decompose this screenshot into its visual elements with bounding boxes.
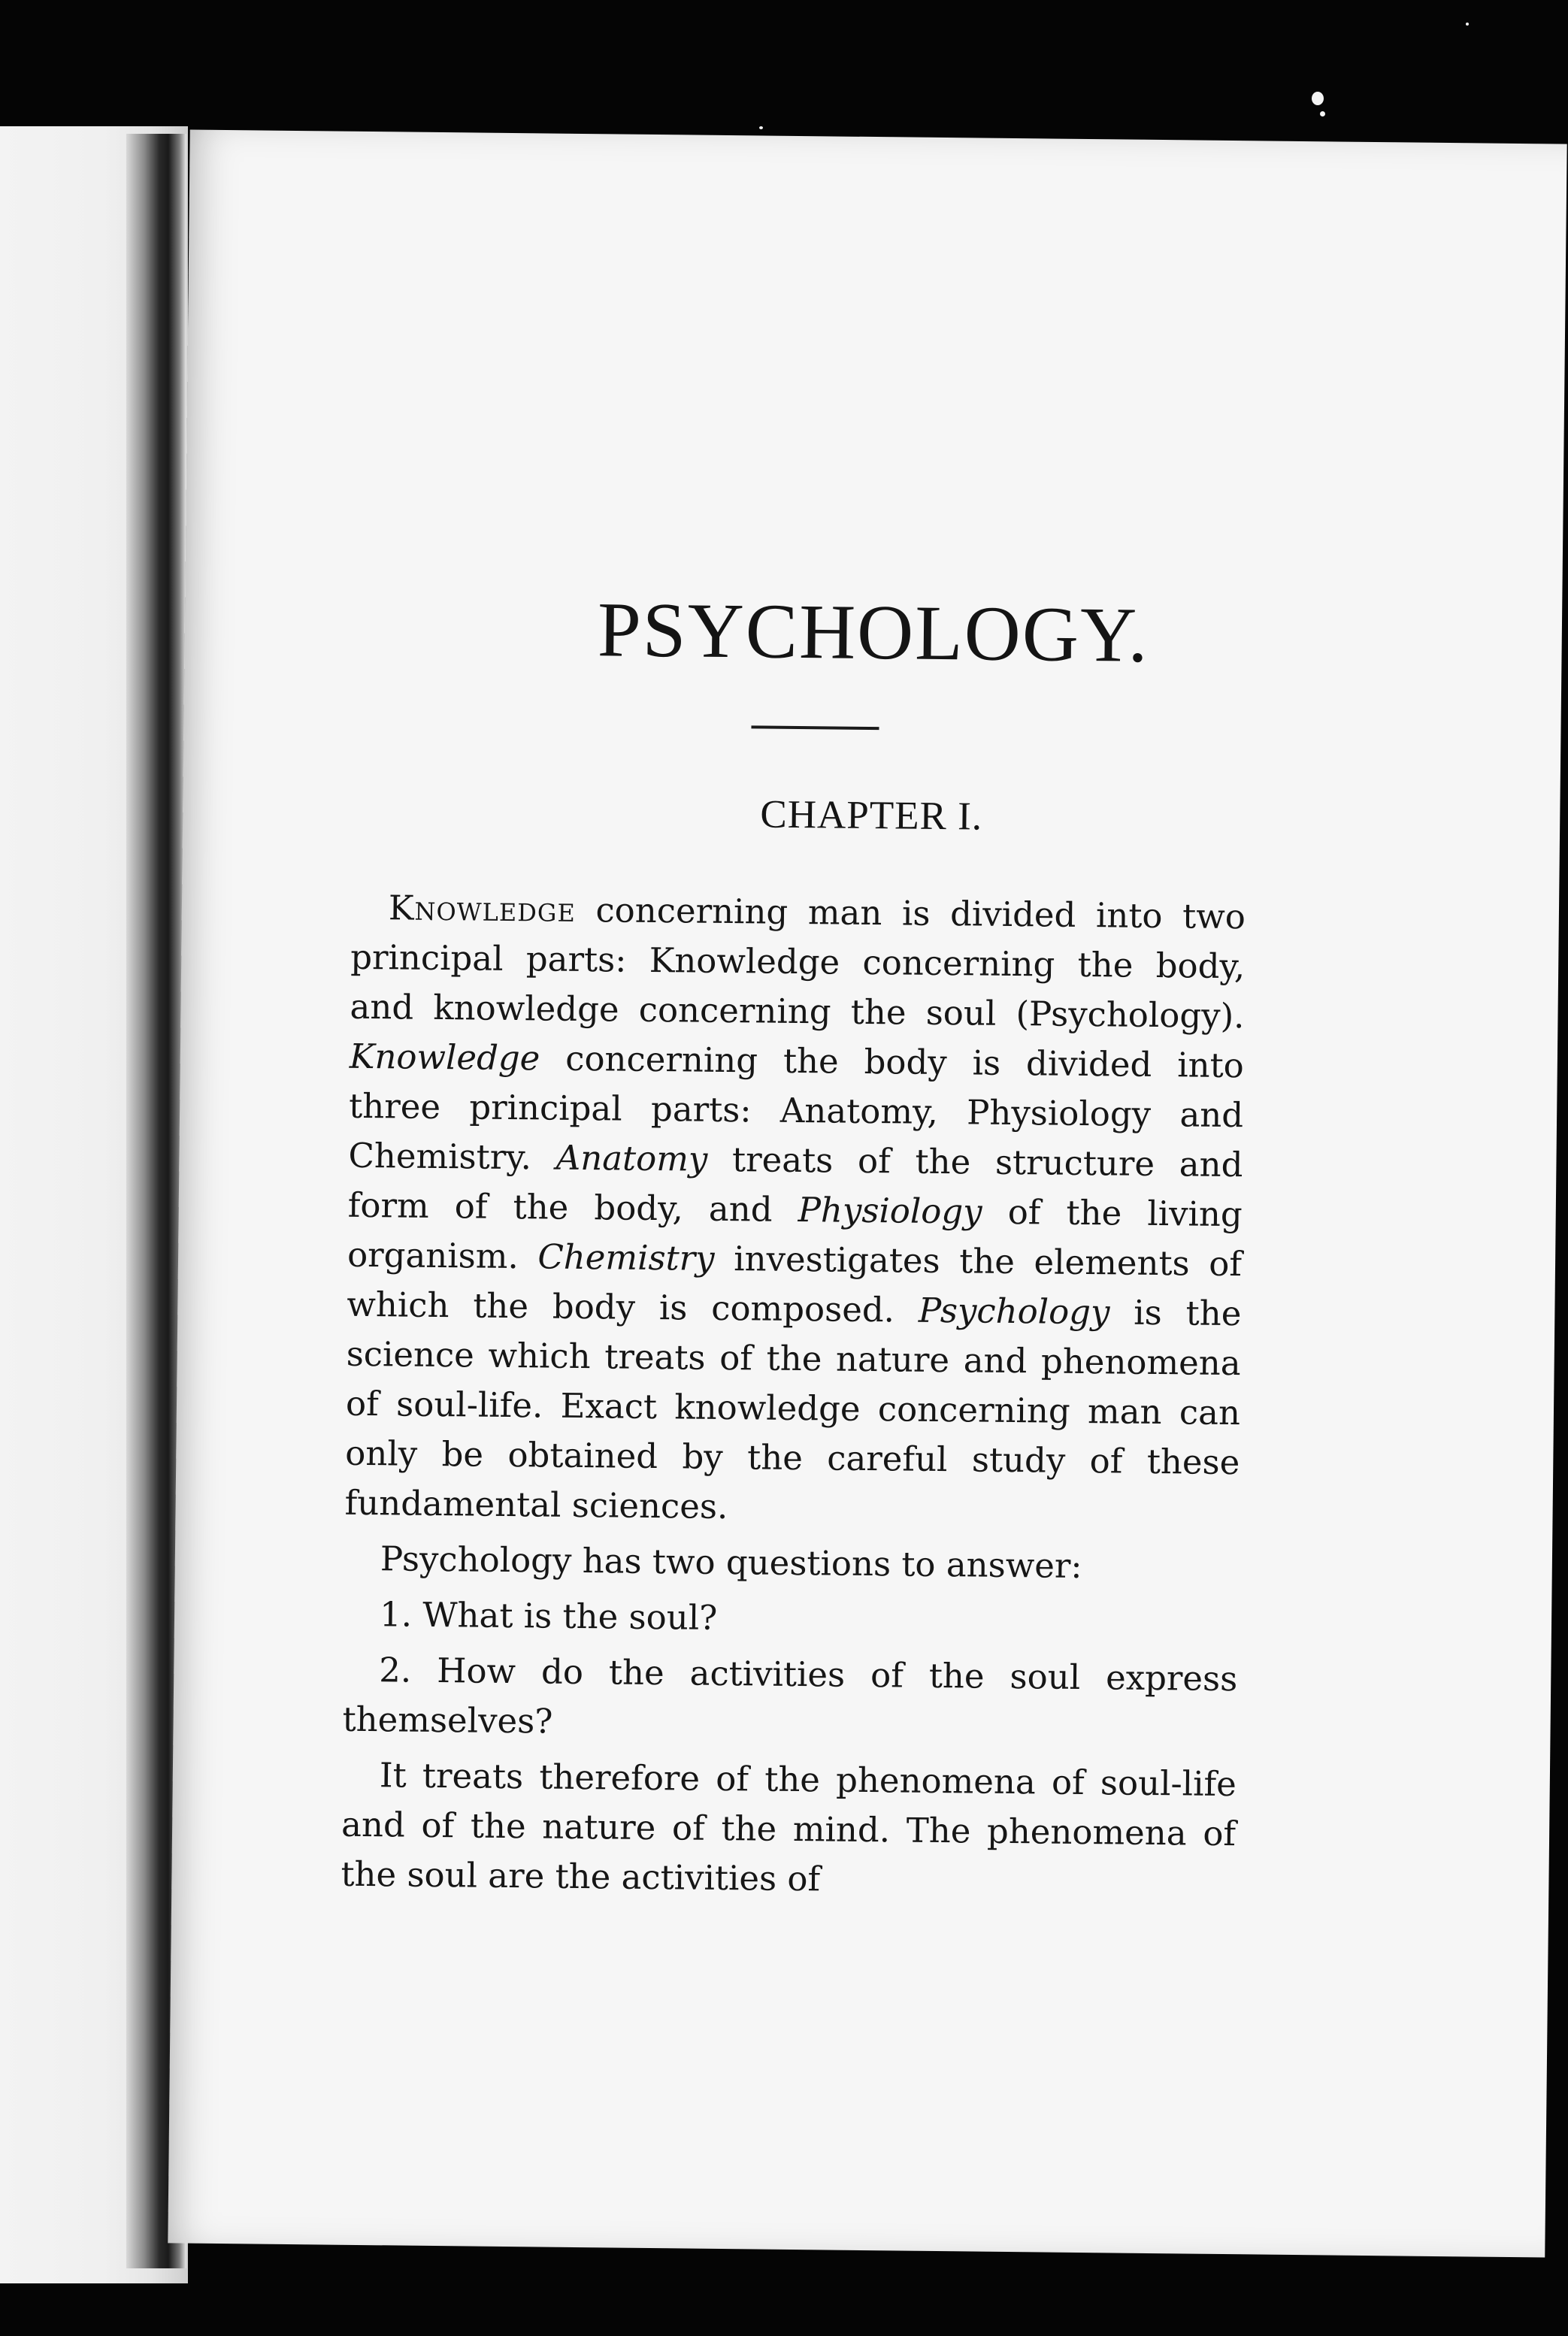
text-run: 1. What is the soul? bbox=[379, 1594, 718, 1638]
title-divider bbox=[751, 725, 879, 730]
list-item bbox=[342, 1645, 1237, 1754]
emphasized-term: Knowledge bbox=[349, 1036, 540, 1079]
emphasized-term: Psychology bbox=[918, 1290, 1110, 1333]
text-run: 2. How do the activities of the soul express themselves? bbox=[342, 1650, 1238, 1741]
scan-speck bbox=[759, 126, 763, 129]
paragraph bbox=[344, 883, 1246, 1537]
text-run: Psychology has two questions to answer: bbox=[380, 1539, 1082, 1587]
emphasized-term: Physiology bbox=[798, 1190, 982, 1232]
list-item bbox=[344, 1590, 1239, 1648]
text-run: is the science which treats of the nature and phenomena of soul-life. Exact knowledge concerning man can only be obtained by the careful study of these fundamental sciences. bbox=[344, 1292, 1242, 1527]
scan-speck bbox=[1312, 92, 1324, 105]
emphasized-term: Chemistry bbox=[537, 1236, 715, 1278]
book-title: PSYCHOLOGY. bbox=[597, 586, 1150, 679]
text-run: concerning the body is divided into three principal parts: Anatomy, Physiology and Chemistry. bbox=[348, 1038, 1245, 1178]
paragraph bbox=[341, 1750, 1237, 1908]
text-run: concerning man is divided into two principal parts: Knowledge concerning the body, and knowledge concerning the soul (Psychology). bbox=[350, 889, 1246, 1036]
text-run: of the living organism. bbox=[347, 1191, 1243, 1277]
opening-word: Knowledge bbox=[388, 888, 577, 930]
emphasized-term: Anatomy bbox=[555, 1137, 708, 1179]
body-text bbox=[341, 883, 1246, 1914]
scan-speck bbox=[1466, 23, 1469, 26]
text-run: investigates the elements of which the body is composed. bbox=[347, 1238, 1243, 1330]
chapter-heading: CHAPTER I. bbox=[760, 792, 983, 839]
book-page bbox=[168, 129, 1566, 2257]
page-content bbox=[168, 129, 1566, 2257]
scan-speck bbox=[1320, 111, 1325, 116]
text-run: It treats therefore of the phenomena of soul-life and of the nature of the mind. The phenomena of the soul are the activities of bbox=[341, 1755, 1237, 1899]
paragraph bbox=[344, 1534, 1240, 1593]
text-run: treats of the structure and form of the body, and bbox=[347, 1139, 1243, 1230]
